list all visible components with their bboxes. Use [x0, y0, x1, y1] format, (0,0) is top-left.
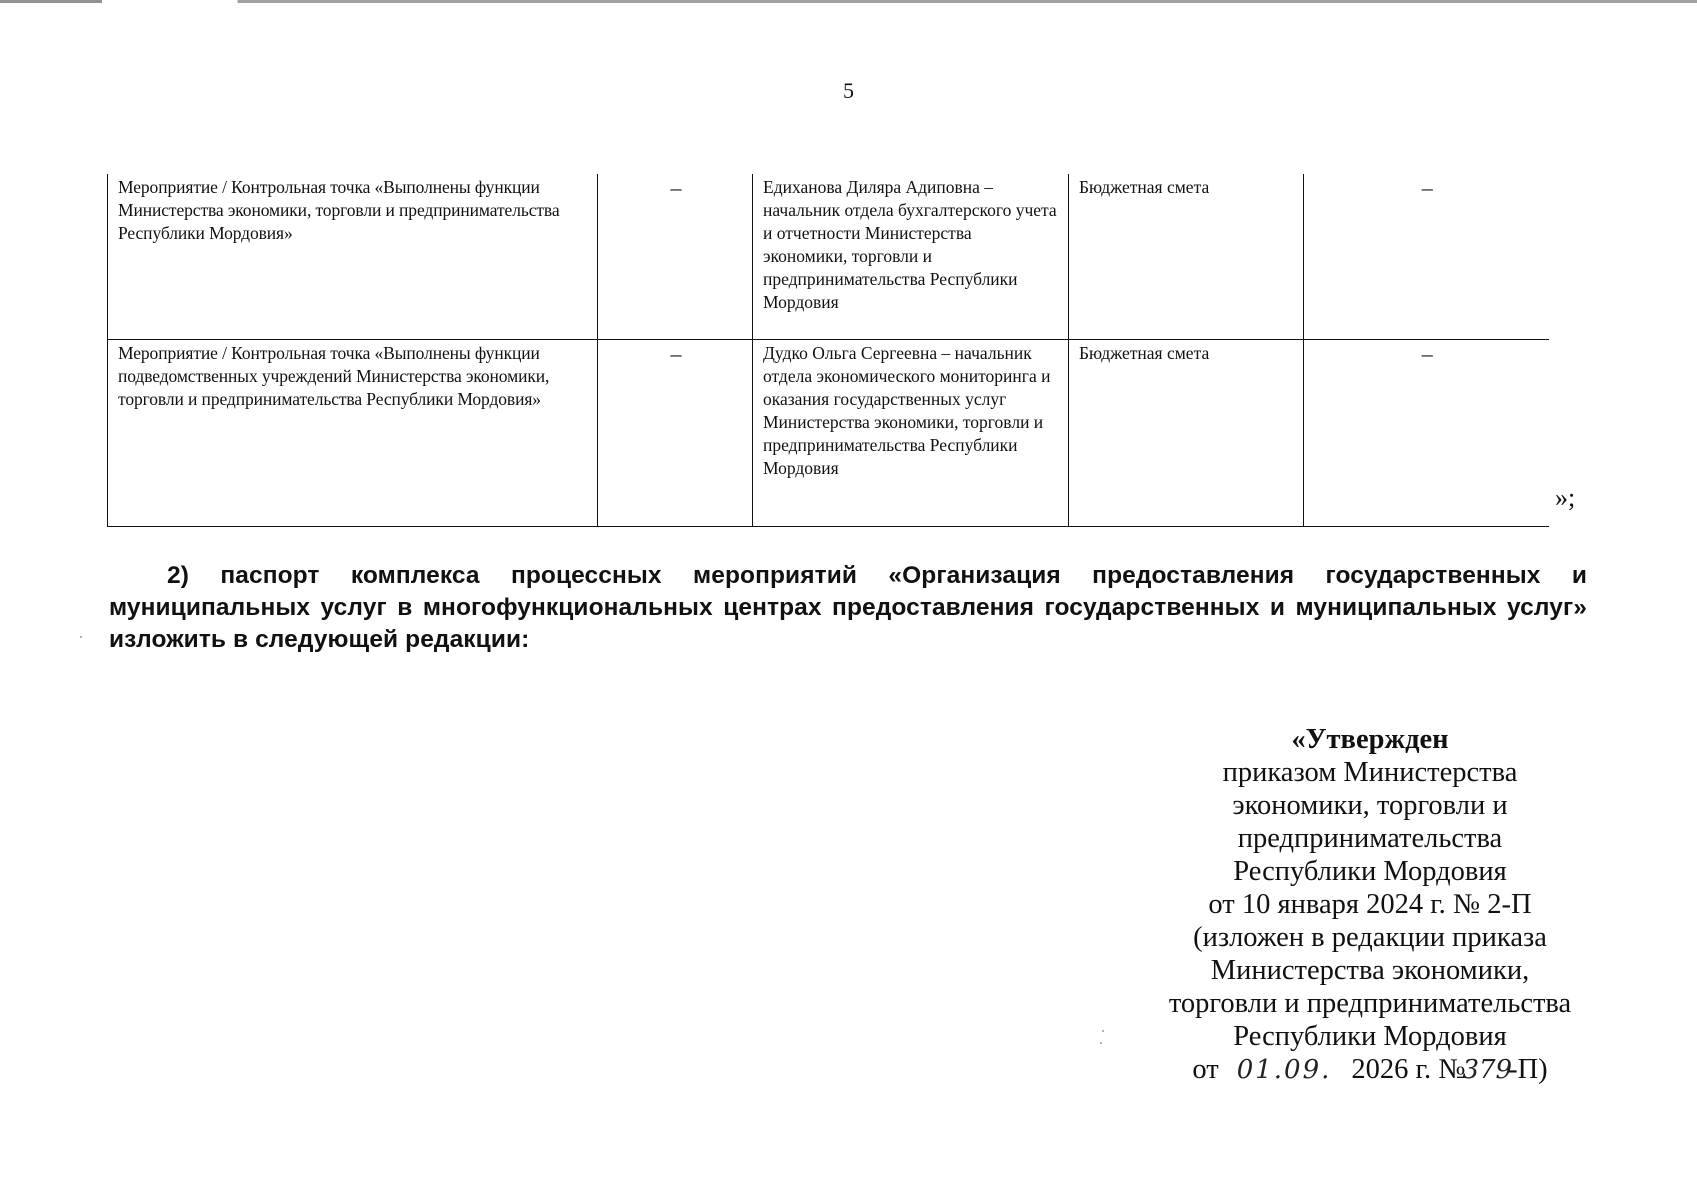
responsible-cell: Едиханова Диляра Адиповна – начальник отдела бухгалтерского учета и отчетности Министерства экономики, торговли и предпринимательства Республики Мордовия [753, 174, 1069, 339]
order-suffix: -П) [1508, 1054, 1548, 1085]
table-row [108, 174, 1549, 339]
scan-speck [1100, 1042, 1102, 1044]
scan-speck [80, 636, 82, 638]
approval-line: от 10 января 2024 г. № 2-П [1208, 889, 1532, 920]
approval-line: Республики Мордовия [1233, 1021, 1507, 1052]
handwritten-date: 01.09. [1236, 1055, 1332, 1085]
page-number: 5 [843, 78, 854, 103]
scan-edge [0, 0, 1697, 3]
amendment-paragraph: 2) паспорт комплекса процессных мероприятий «Организация предоставления государственных и муниципальных услуг в многофункциональных центрах предоставления государственных и муниципальных услуг» изложить в следующей редакции: [109, 562, 1587, 653]
dash-cell: – [598, 339, 753, 526]
approval-block [1130, 723, 1610, 1087]
approval-line: предпринимательства [1237, 823, 1503, 854]
approval-line: торговли и предпринимательства [1168, 988, 1572, 1019]
responsible-cell: Дудко Ольга Сергеевна – начальник отдела экономического мониторинга и оказания государственных услуг Министерства экономики, торговли и предпринимательства Республики Мордовия [753, 339, 1069, 526]
approval-heading: «Утвержден [1291, 724, 1449, 755]
approval-line: (изложен в редакции приказа [1193, 922, 1547, 953]
event-cell: Мероприятие / Контрольная точка «Выполнены функции Министерства экономики, торговли и предпринимательства Республики Мордовия» [108, 174, 598, 339]
approval-line: Министерства экономики, [1210, 955, 1530, 986]
approval-final-line [1130, 1053, 1610, 1087]
date-prefix: от [1192, 1054, 1219, 1085]
handwritten-order-number: 379 [1462, 1055, 1513, 1085]
approval-line: экономики, торговли и [1232, 790, 1508, 821]
dash-cell: – [1304, 339, 1549, 526]
approval-line: Республики Мордовия [1233, 856, 1507, 887]
source-cell: Бюджетная смета [1069, 339, 1304, 526]
passport-table [107, 174, 1549, 527]
dash-cell: – [598, 174, 753, 339]
table-row [108, 339, 1549, 526]
order-year: 2026 г. № [1351, 1054, 1466, 1085]
event-cell: Мероприятие / Контрольная точка «Выполнены функции подведомственных учреждений Министерства экономики, торговли и предпринимательства Республики Мордовия» [108, 339, 598, 526]
dash-cell: – [1304, 174, 1549, 339]
approval-line: приказом Министерства [1222, 757, 1518, 788]
source-cell: Бюджетная смета [1069, 174, 1304, 339]
closing-quote: »; [1555, 483, 1576, 512]
scan-speck [1102, 1030, 1104, 1032]
